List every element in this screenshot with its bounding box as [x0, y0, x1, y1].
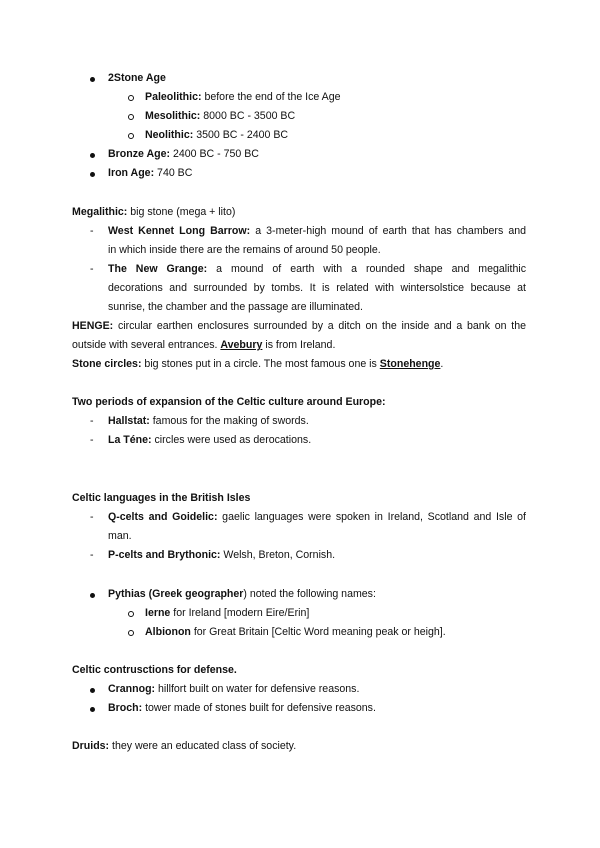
hallstat-item: Hallstat: famous for the making of swords. — [108, 415, 309, 427]
q-celts-line2: man. — [108, 530, 132, 542]
la-tene-item: La Téne: circles were used as derocations. — [108, 434, 312, 446]
dash-icon: - — [90, 434, 94, 446]
dash-icon: - — [90, 225, 94, 237]
new-grange-line1: The New Grange: a mound of earth with a rounded shape and megalithic — [108, 263, 526, 275]
west-kennet-line1: West Kennet Long Barrow: a 3-meter-high mound of earth that has chambers and — [108, 225, 527, 237]
crannog-item: Crannog: hillfort built on water for defensive reasons. — [108, 683, 360, 695]
henge-line1: HENGE: circular earthen enclosures surrounded by a ditch on the inside and a bank on the — [72, 320, 526, 332]
albionon-item: Albionon for Great Britain [Celtic Word meaning peak or heigh]. — [145, 626, 446, 638]
circle-bullet-icon — [128, 133, 134, 139]
west-kennet-line2: in which inside there are the remains of around 50 people. — [108, 244, 381, 256]
q-celts-line1: Q-celts and Goidelic: gaelic languages were spoken in Ireland, Scotland and Isle of — [108, 511, 526, 523]
bullet-icon — [90, 688, 95, 693]
p-celts-item: P-celts and Brythonic: Welsh, Breton, Cornish. — [108, 549, 336, 561]
pythias-item: Pythias (Greek geographer) noted the following names: — [108, 588, 376, 600]
stone-circles-definition: Stone circles: big stones put in a circle. The most famous one is Stonehenge. — [72, 358, 444, 370]
megalithic-definition: Megalithic: big stone (mega + lito) — [72, 206, 236, 218]
iron-age-item: Iron Age: 740 BC — [108, 167, 193, 179]
circle-bullet-icon — [128, 95, 134, 101]
bullet-icon — [90, 172, 95, 177]
henge-line2: outside with several entrances. Avebury is from Ireland. — [72, 339, 336, 351]
dash-icon: - — [90, 415, 94, 427]
stonehenge-link: Stonehenge — [379, 358, 441, 370]
ierne-item: Ierne for Ireland [modern Eire/Erin] — [145, 607, 310, 619]
bullet-icon — [90, 77, 95, 82]
celtic-expansion-heading: Two periods of expansion of the Celtic culture around Europe: — [72, 396, 386, 408]
bronze-age-item: Bronze Age: 2400 BC - 750 BC — [108, 148, 259, 160]
bullet-icon — [90, 593, 95, 598]
avebury-link: Avebury — [220, 339, 263, 351]
bullet-icon — [90, 707, 95, 712]
broch-item: Broch: tower made of stones built for defensive reasons. — [108, 702, 376, 714]
defense-heading: Celtic contrusctions for defense. — [72, 664, 237, 676]
new-grange-line2: decorations and surrounded by tombs. It is related with wintersolstice because at — [108, 282, 526, 294]
circle-bullet-icon — [128, 630, 134, 636]
neolithic-item: Neolithic: 3500 BC - 2400 BC — [145, 129, 289, 141]
dash-icon: - — [90, 511, 94, 523]
celtic-languages-heading: Celtic languages in the British Isles — [72, 492, 251, 504]
druids-definition: Druids: they were an educated class of society. — [72, 740, 297, 752]
bullet-icon — [90, 153, 95, 158]
circle-bullet-icon — [128, 611, 134, 617]
paleolithic-item: Paleolithic: before the end of the Ice Age — [145, 91, 341, 103]
mesolithic-item: Mesolithic: 8000 BC - 3500 BC — [145, 110, 296, 122]
circle-bullet-icon — [128, 114, 134, 120]
stone-age-title: 2Stone Age — [108, 72, 166, 84]
dash-icon: - — [90, 549, 94, 561]
new-grange-line3: sunrise, the chamber and the passage are illuminated. — [108, 301, 363, 313]
dash-icon: - — [90, 263, 94, 275]
